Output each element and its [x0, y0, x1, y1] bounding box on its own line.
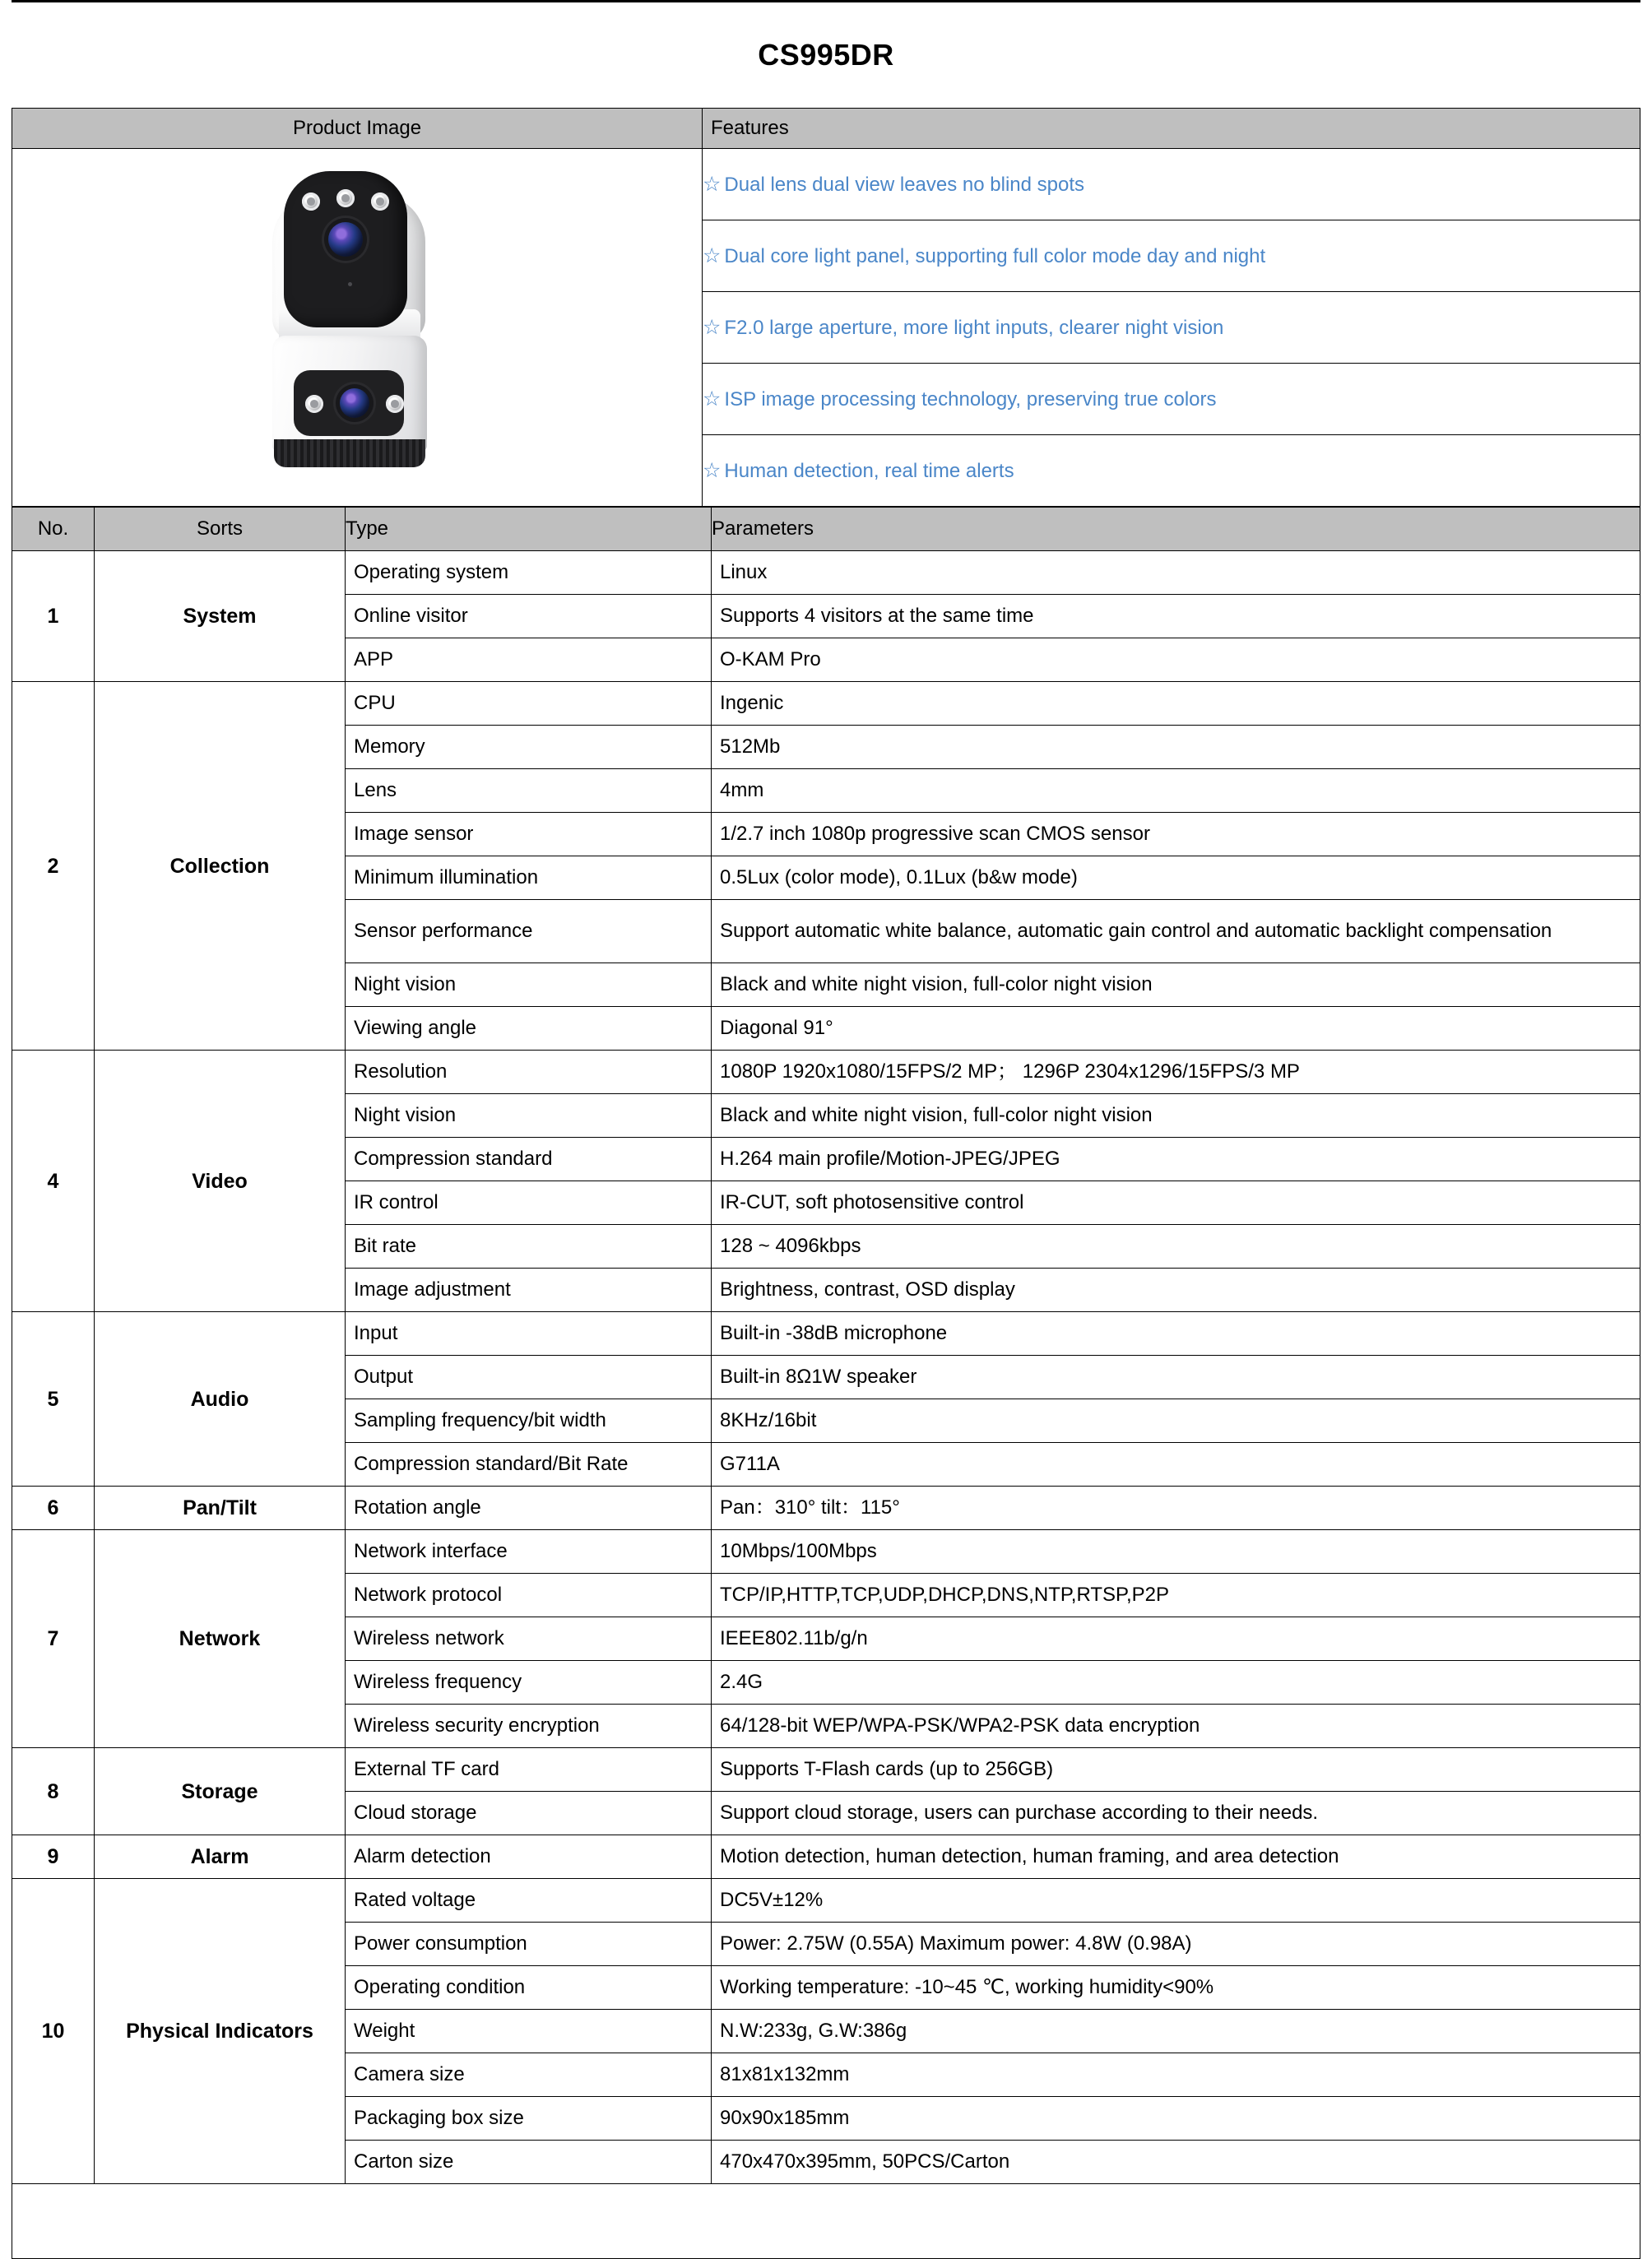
feature-label: ISP image processing technology, preserving true colors	[724, 387, 1217, 411]
table-row	[12, 1051, 1640, 1094]
spec-type-label: Rotation angle	[346, 1487, 712, 1530]
star-icon: ☆	[703, 172, 722, 196]
spacer-cell	[12, 2184, 1640, 2259]
spec-parameter-value: Linux	[712, 551, 1640, 595]
spec-parameter-value: 470x470x395mm, 50PCS/Carton	[712, 2141, 1640, 2184]
product-image-cell	[12, 149, 703, 507]
spec-type-label: Camera size	[346, 2053, 712, 2097]
spec-type-label: Resolution	[346, 1051, 712, 1094]
specification-table	[12, 507, 1640, 2259]
spec-parameter-value: Power: 2.75W (0.55A) Maximum power: 4.8W (0.98A)	[712, 1923, 1640, 1966]
star-icon: ☆	[703, 244, 722, 267]
header-parameters: Parameters	[712, 508, 1640, 551]
group-number: 4	[12, 1051, 95, 1312]
spec-type-label: Power consumption	[346, 1923, 712, 1966]
group-sort-label: Collection	[95, 682, 346, 1051]
group-number: 8	[12, 1748, 95, 1835]
group-number: 2	[12, 682, 95, 1051]
spec-type-label: Weight	[346, 2010, 712, 2053]
spec-parameter-value: G711A	[712, 1443, 1640, 1487]
spec-parameter-value: 10Mbps/100Mbps	[712, 1530, 1640, 1574]
spec-type-label: Network interface	[346, 1530, 712, 1574]
spec-type-label: Sensor performance	[346, 900, 712, 963]
spec-type-label: Carton size	[346, 2141, 712, 2184]
page-title: CS995DR	[758, 38, 894, 72]
star-icon: ☆	[703, 458, 722, 482]
spec-type-label: Online visitor	[346, 595, 712, 638]
table-row	[12, 1835, 1640, 1879]
group-number: 10	[12, 1879, 95, 2184]
spec-type-label: Wireless security encryption	[346, 1705, 712, 1748]
spec-type-label: Memory	[346, 726, 712, 769]
group-number: 1	[12, 551, 95, 682]
spec-parameter-value: 2.4G	[712, 1661, 1640, 1705]
spec-parameter-value: Supports 4 visitors at the same time	[712, 595, 1640, 638]
spec-type-label: Night vision	[346, 963, 712, 1007]
product-overview-table	[12, 108, 1640, 507]
ir-led-icon	[305, 395, 323, 413]
spec-type-label: Lens	[346, 769, 712, 813]
feature-item	[703, 364, 1640, 435]
spec-parameter-value: Support cloud storage, users can purchase according to their needs.	[712, 1792, 1640, 1835]
spec-type-label: Image sensor	[346, 813, 712, 856]
group-sort-label: Network	[95, 1530, 346, 1748]
ir-led-icon	[336, 189, 355, 207]
spec-type-label: Compression standard/Bit Rate	[346, 1443, 712, 1487]
spec-parameter-value: H.264 main profile/Motion-JPEG/JPEG	[712, 1138, 1640, 1181]
spec-parameter-value: 128 ~ 4096kbps	[712, 1225, 1640, 1269]
table-header-row	[12, 109, 1640, 149]
group-sort-label: Alarm	[95, 1835, 346, 1879]
header-no: No.	[12, 508, 95, 551]
spec-type-label: IR control	[346, 1181, 712, 1225]
spec-type-label: Cloud storage	[346, 1792, 712, 1835]
header-features: Features	[703, 109, 1640, 149]
spec-type-label: Packaging box size	[346, 2097, 712, 2141]
spec-parameter-value: 90x90x185mm	[712, 2097, 1640, 2141]
spec-parameter-value: IEEE802.11b/g/n	[712, 1617, 1640, 1661]
table-row	[12, 1748, 1640, 1792]
camera-base	[274, 439, 425, 467]
product-features-row	[12, 149, 1640, 220]
spec-parameter-value: 1/2.7 inch 1080p progressive scan CMOS sensor	[712, 813, 1640, 856]
camera-illustration	[254, 163, 460, 492]
spec-type-label: Wireless frequency	[346, 1661, 712, 1705]
spec-type-label: CPU	[346, 682, 712, 726]
spec-parameter-value: Ingenic	[712, 682, 1640, 726]
ir-led-icon	[371, 193, 389, 211]
spec-parameter-value: 512Mb	[712, 726, 1640, 769]
star-icon: ☆	[703, 387, 722, 411]
spec-parameter-value: Built-in 8Ω1W speaker	[712, 1356, 1640, 1399]
feature-item	[703, 435, 1640, 507]
spec-type-label: Sampling frequency/bit width	[346, 1399, 712, 1443]
spec-parameter-value: Support automatic white balance, automatic gain control and automatic backlight compensation	[712, 900, 1640, 963]
spec-parameter-value: Supports T-Flash cards (up to 256GB)	[712, 1748, 1640, 1792]
camera-lens-icon	[328, 222, 363, 257]
feature-label: Dual lens dual view leaves no blind spots	[724, 173, 1085, 196]
group-number: 7	[12, 1530, 95, 1748]
spec-type-label: Output	[346, 1356, 712, 1399]
header-type: Type	[346, 508, 712, 551]
spec-parameter-value: 0.5Lux (color mode), 0.1Lux (b&w mode)	[712, 856, 1640, 900]
feature-item	[703, 220, 1640, 292]
star-icon: ☆	[703, 315, 722, 339]
spec-type-label: Alarm detection	[346, 1835, 712, 1879]
spec-parameter-value: 4mm	[712, 769, 1640, 813]
feature-label: Dual core light panel, supporting full color mode day and night	[724, 244, 1266, 267]
spec-parameter-value: IR-CUT, soft photosensitive control	[712, 1181, 1640, 1225]
spec-type-label: Night vision	[346, 1094, 712, 1138]
spec-type-label: Operating condition	[346, 1966, 712, 2010]
group-sort-label: Storage	[95, 1748, 346, 1835]
group-sort-label: System	[95, 551, 346, 682]
group-number: 6	[12, 1487, 95, 1530]
spec-parameter-value: 1080P 1920x1080/15FPS/2 MP； 1296P 2304x1296/15FPS/3 MP	[712, 1051, 1640, 1094]
table-row	[12, 1312, 1640, 1356]
spec-parameter-value: 64/128-bit WEP/WPA-PSK/WPA2-PSK data encryption	[712, 1705, 1640, 1748]
spec-type-label: Viewing angle	[346, 1007, 712, 1051]
header-sorts: Sorts	[95, 508, 346, 551]
spec-parameter-value: Working temperature: -10~45 ℃, working humidity<90%	[712, 1966, 1640, 2010]
spec-type-label: Compression standard	[346, 1138, 712, 1181]
feature-item	[703, 292, 1640, 364]
spec-type-label: Wireless network	[346, 1617, 712, 1661]
group-number: 9	[12, 1835, 95, 1879]
spec-type-label: External TF card	[346, 1748, 712, 1792]
spec-parameter-value: Brightness, contrast, OSD display	[712, 1269, 1640, 1312]
camera-lens-icon	[340, 388, 369, 418]
spec-type-label: Operating system	[346, 551, 712, 595]
spec-parameter-value: TCP/IP,HTTP,TCP,UDP,DHCP,DNS,NTP,RTSP,P2P	[712, 1574, 1640, 1617]
spec-parameter-value: DC5V±12%	[712, 1879, 1640, 1923]
spec-type-label: Rated voltage	[346, 1879, 712, 1923]
header-product-image: Product Image	[12, 109, 703, 149]
table-bottom-spacer	[12, 2184, 1640, 2259]
spec-parameter-value: 8KHz/16bit	[712, 1399, 1640, 1443]
spec-parameter-value: 81x81x132mm	[712, 2053, 1640, 2097]
spec-type-label: APP	[346, 638, 712, 682]
page-title-band	[12, 0, 1640, 108]
group-sort-label: Pan/Tilt	[95, 1487, 346, 1530]
spec-parameter-value: N.W:233g, G.W:386g	[712, 2010, 1640, 2053]
spec-parameter-value: Black and white night vision, full-color night vision	[712, 963, 1640, 1007]
spec-parameter-value: Black and white night vision, full-color night vision	[712, 1094, 1640, 1138]
spec-parameter-value: Motion detection, human detection, human framing, and area detection	[712, 1835, 1640, 1879]
feature-item	[703, 149, 1640, 220]
spec-type-label: Image adjustment	[346, 1269, 712, 1312]
group-sort-label: Physical Indicators	[95, 1879, 346, 2184]
spec-parameter-value: Diagonal 91°	[712, 1007, 1640, 1051]
spec-parameter-value: Pan：310° tilt：115°	[712, 1487, 1640, 1530]
spec-table-body	[12, 551, 1640, 2259]
microphone-hole-icon	[348, 282, 352, 286]
feature-label: F2.0 large aperture, more light inputs, clearer night vision	[724, 316, 1224, 339]
feature-label: Human detection, real time alerts	[724, 459, 1014, 482]
spec-type-label: Input	[346, 1312, 712, 1356]
table-row	[12, 682, 1640, 726]
table-row	[12, 1487, 1640, 1530]
spec-header-row	[12, 508, 1640, 551]
group-sort-label: Audio	[95, 1312, 346, 1487]
table-row	[12, 551, 1640, 595]
group-sort-label: Video	[95, 1051, 346, 1312]
spec-parameter-value: O-KAM Pro	[712, 638, 1640, 682]
spec-parameter-value: Built-in -38dB microphone	[712, 1312, 1640, 1356]
ir-led-icon	[302, 193, 320, 211]
group-number: 5	[12, 1312, 95, 1487]
table-row	[12, 1530, 1640, 1574]
table-row	[12, 1879, 1640, 1923]
spec-type-label: Minimum illumination	[346, 856, 712, 900]
ir-led-icon	[386, 395, 404, 413]
spec-type-label: Network protocol	[346, 1574, 712, 1617]
spec-type-label: Bit rate	[346, 1225, 712, 1269]
